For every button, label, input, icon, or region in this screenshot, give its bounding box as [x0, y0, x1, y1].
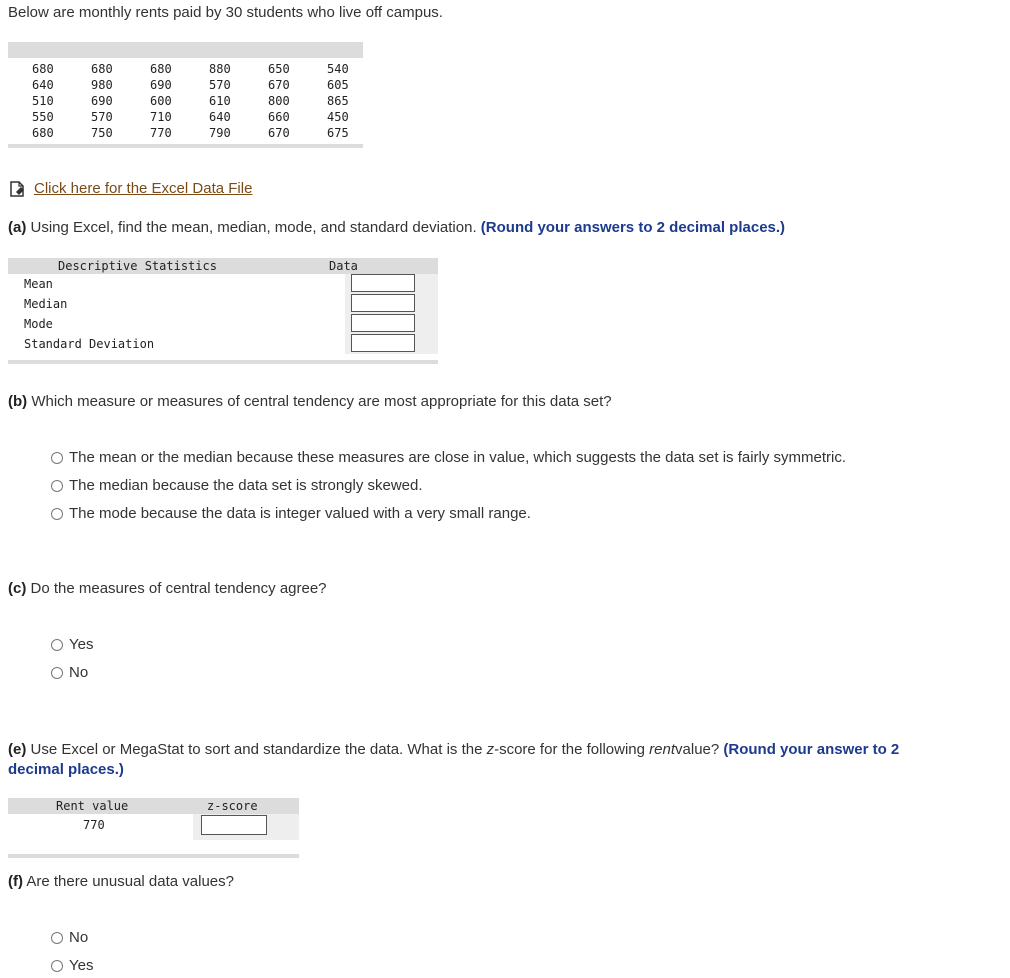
rent-cell: 790 — [209, 126, 231, 140]
rent-cell: 660 — [268, 110, 290, 124]
part-e-text-after: value? — [675, 741, 720, 758]
rent-cell: 570 — [91, 110, 113, 124]
excel-data-link[interactable]: Click here for the Excel Data File — [34, 180, 253, 197]
rent-cell: 540 — [327, 62, 349, 76]
rent-cell: 675 — [327, 126, 349, 140]
radio-button[interactable] — [51, 639, 63, 651]
radio-button[interactable] — [51, 932, 63, 944]
document-icon — [9, 181, 27, 197]
intro-text: Below are monthly rents paid by 30 students who live off campus. — [8, 4, 443, 21]
stats-row-label: Standard Deviation — [24, 337, 155, 351]
stats-row-label: Mode — [24, 317, 53, 331]
stats-row-label: Mean — [24, 277, 53, 291]
option-label: The mode because the data is integer valued with a very small range. — [69, 505, 531, 522]
option-label: No — [69, 929, 89, 946]
rent-cell: 510 — [32, 94, 54, 108]
std-dev-input[interactable] — [351, 334, 415, 352]
option-label: The median because the data set is strongly skewed. — [69, 477, 423, 494]
part-c-text: Do the measures of central tendency agree? — [30, 580, 327, 597]
rent-word: rent — [649, 741, 676, 758]
z-symbol: z — [486, 741, 495, 758]
part-a-question — [8, 219, 785, 236]
part-f-option-yes[interactable] — [51, 957, 93, 974]
mean-input[interactable] — [351, 274, 415, 292]
rent-cell: 690 — [91, 94, 113, 108]
radio-button[interactable] — [51, 667, 63, 679]
rent-cell: 605 — [327, 78, 349, 92]
rent-cell: 770 — [150, 126, 172, 140]
rent-cell: 680 — [91, 62, 113, 76]
stats-header — [8, 258, 438, 274]
part-e-text-mid: -score for the following — [494, 741, 645, 758]
part-e-question — [8, 740, 1008, 780]
part-c-option-yes[interactable] — [51, 636, 93, 653]
part-c-option-no[interactable] — [51, 664, 88, 681]
part-f-question — [8, 873, 234, 890]
part-a-text: Using Excel, find the mean, median, mode, and standard deviation. — [30, 219, 477, 236]
rent-cell: 750 — [91, 126, 113, 140]
part-b-option-2[interactable] — [51, 477, 423, 494]
part-f-label: (f) — [8, 873, 23, 890]
rent-cell: 610 — [209, 94, 231, 108]
part-a-hint: (Round your answers to 2 decimal places.) — [480, 219, 786, 236]
option-label: Yes — [69, 636, 94, 653]
stats-row-mode — [8, 314, 438, 334]
rent-cell: 550 — [32, 110, 54, 124]
part-e-hint-1: (Round your answer to 2 — [723, 741, 900, 758]
part-b-question — [8, 393, 612, 410]
stats-row-label: Median — [24, 297, 68, 311]
part-c-question — [8, 580, 327, 597]
rent-data-table — [8, 42, 363, 148]
rent-cell: 980 — [91, 78, 113, 92]
radio-button[interactable] — [51, 960, 63, 972]
part-c-label: (c) — [8, 580, 27, 597]
radio-button[interactable] — [51, 452, 63, 464]
z-table-header — [8, 798, 299, 814]
rent-cell: 450 — [327, 110, 349, 124]
rent-cell: 880 — [209, 62, 231, 76]
stats-header-label: Descriptive Statistics — [58, 259, 217, 273]
rent-cell: 800 — [268, 94, 290, 108]
rent-grid — [8, 58, 363, 141]
option-label: No — [69, 664, 89, 681]
rent-cell: 670 — [268, 78, 290, 92]
mode-input[interactable] — [351, 314, 415, 332]
stats-row-mean — [8, 274, 438, 294]
rent-cell: 690 — [150, 78, 172, 92]
descriptive-stats-table — [8, 258, 438, 364]
option-label: The mean or the median because these measures are close in value, which suggests the data set is fairly symmetric. — [69, 449, 847, 466]
radio-button[interactable] — [51, 508, 63, 520]
part-e-label: (e) — [8, 741, 27, 758]
part-e-text: Use Excel or MegaStat to sort and standardize the data. What is the — [30, 741, 483, 758]
z-score-input[interactable] — [201, 815, 267, 835]
part-b-label: (b) — [8, 393, 28, 410]
z-score-table — [8, 798, 299, 858]
part-a-label: (a) — [8, 219, 27, 236]
rent-cell: 680 — [32, 62, 54, 76]
rent-cell: 570 — [209, 78, 231, 92]
rent-cell: 600 — [150, 94, 172, 108]
rent-cell: 640 — [209, 110, 231, 124]
table-header-bar — [8, 42, 363, 58]
rent-cell: 680 — [32, 126, 54, 140]
stats-footer-bar — [8, 360, 438, 364]
excel-link-row[interactable] — [9, 180, 252, 197]
z-table-row — [8, 814, 299, 840]
rent-cell: 865 — [327, 94, 349, 108]
part-f-option-no[interactable] — [51, 929, 88, 946]
rent-cell: 680 — [150, 62, 172, 76]
rent-value-header: Rent value — [56, 799, 129, 813]
z-score-header: z-score — [207, 799, 258, 813]
part-b-option-1[interactable] — [51, 449, 846, 466]
option-label: Yes — [69, 957, 94, 974]
part-f-text: Are there unusual data values? — [26, 873, 234, 890]
rent-cell: 710 — [150, 110, 172, 124]
rent-cell: 640 — [32, 78, 54, 92]
stats-row-median — [8, 294, 438, 314]
part-e-hint-2: decimal places.) — [8, 761, 124, 778]
median-input[interactable] — [351, 294, 415, 312]
rent-cell: 670 — [268, 126, 290, 140]
stats-row-std-dev — [8, 334, 438, 354]
rent-cell: 650 — [268, 62, 290, 76]
part-b-text: Which measure or measures of central tendency are most appropriate for this data set? — [31, 393, 612, 410]
rent-value: 770 — [83, 818, 105, 832]
table-footer-bar — [8, 144, 363, 148]
radio-button[interactable] — [51, 480, 63, 492]
data-header-label: Data — [329, 259, 358, 273]
part-b-option-3[interactable] — [51, 505, 531, 522]
z-table-footer-bar — [8, 854, 299, 858]
